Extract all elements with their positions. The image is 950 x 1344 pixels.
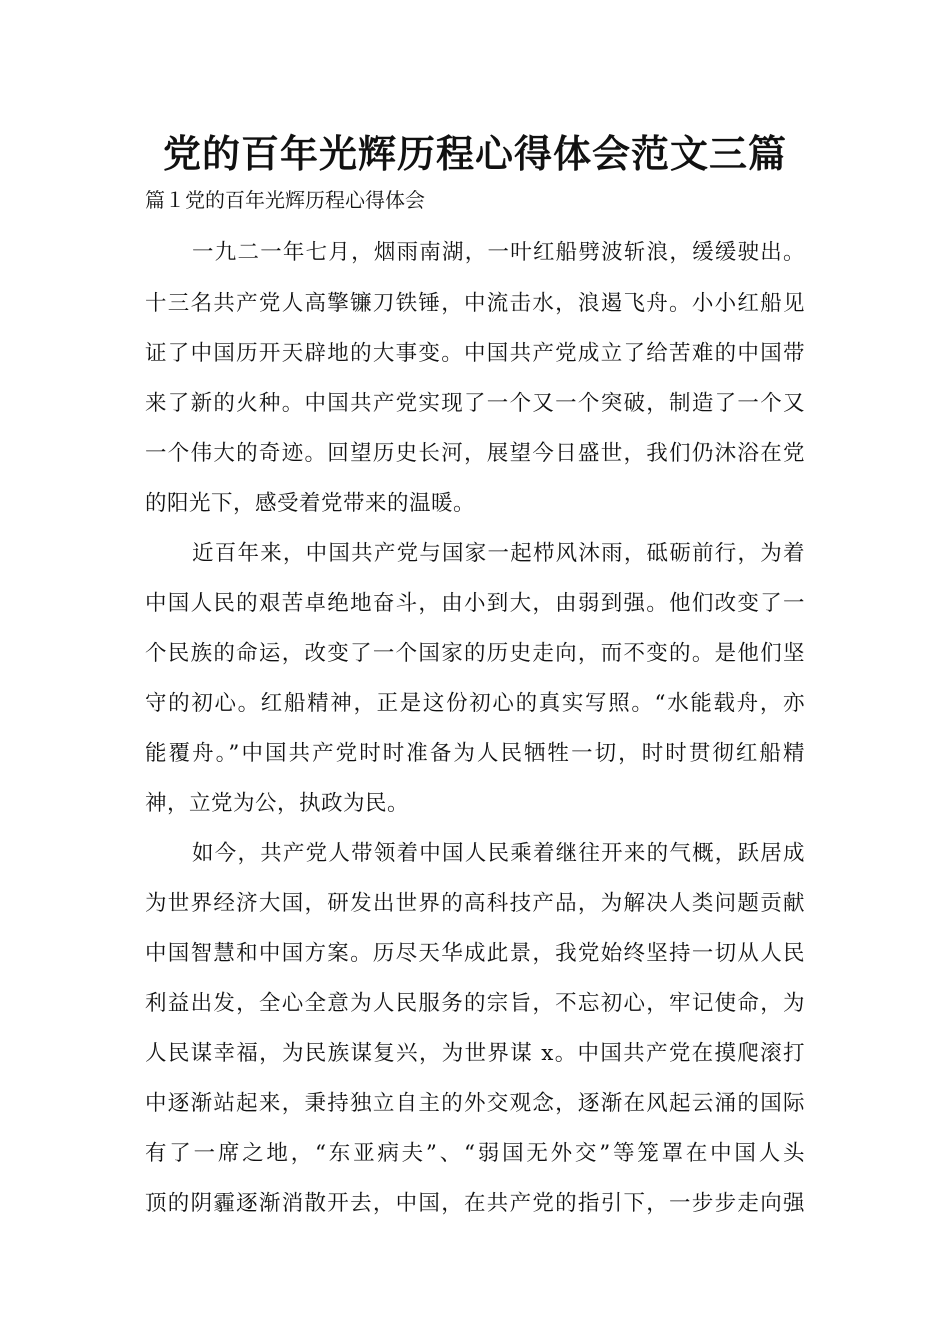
text-line: 证了中国历开天辟地的大事变。中国共产党成立了给苦难的中国带 (145, 341, 805, 366)
text-line: 利益出发，全心全意为人民服务的宗旨，不忘初心，牢记使命，为 (145, 991, 805, 1016)
text-line: 一九二一年七月，烟雨南湖，一叶红船劈波斩浪，缓缓驶出。 (192, 240, 805, 265)
text-line: 有了一席之地，“东亚病夫”、“弱国无外交”等笼罩在中国人头 (145, 1141, 805, 1166)
text-line: 人民谋幸福，为民族谋复兴，为世界谋 x。中国共产党在摸爬滚打 (145, 1041, 805, 1066)
text-line: 近百年来，中国共产党与国家一起栉风沐雨，砥砺前行，为着 (192, 541, 805, 566)
section-heading: 篇１党的百年光辉历程心得体会 (145, 188, 425, 212)
text-line: 中逐渐站起来，秉持独立自主的外交观念，逐渐在风起云涌的国际 (145, 1091, 805, 1116)
text-line: 中国人民的艰苦卓绝地奋斗，由小到大，由弱到强。他们改变了一 (145, 591, 805, 616)
text-line: 的阳光下，感受着党带来的温暖。 (145, 491, 476, 516)
page-title: 党的百年光辉历程心得体会范文三篇 (162, 132, 787, 176)
text-line: 十三名共产党人高擎镰刀铁锤，中流击水，浪遏飞舟。小小红船见 (145, 291, 805, 316)
text-line: 一个伟大的奇迹。回望历史长河，展望今日盛世，我们仍沐浴在党 (145, 441, 805, 466)
text-line: 能覆舟。”中国共产党时时准备为人民牺牲一切，时时贯彻红船精 (145, 741, 805, 766)
text-line: 顶的阴霾逐渐消散开去，中国，在共产党的指引下，一步步走向强 (145, 1191, 805, 1216)
text-line: 守的初心。红船精神，正是这份初心的真实写照。“水能载舟，亦 (145, 691, 805, 716)
text-line: 中国智慧和中国方案。历尽天华成此景，我党始终坚持一切从人民 (145, 941, 805, 966)
text-line: 个民族的命运，改变了一个国家的历史走向，而不变的。是他们坚 (145, 641, 805, 666)
text-line: 为世界经济大国，研发出世界的高科技产品，为解决人类问题贡献 (145, 891, 805, 916)
text-line: 来了新的火种。中国共产党实现了一个又一个突破，制造了一个又 (145, 391, 805, 416)
text-line: 神，立党为公，执政为民。 (145, 791, 410, 816)
text-line: 如今，共产党人带领着中国人民乘着继往开来的气概，跃居成 (192, 841, 805, 866)
